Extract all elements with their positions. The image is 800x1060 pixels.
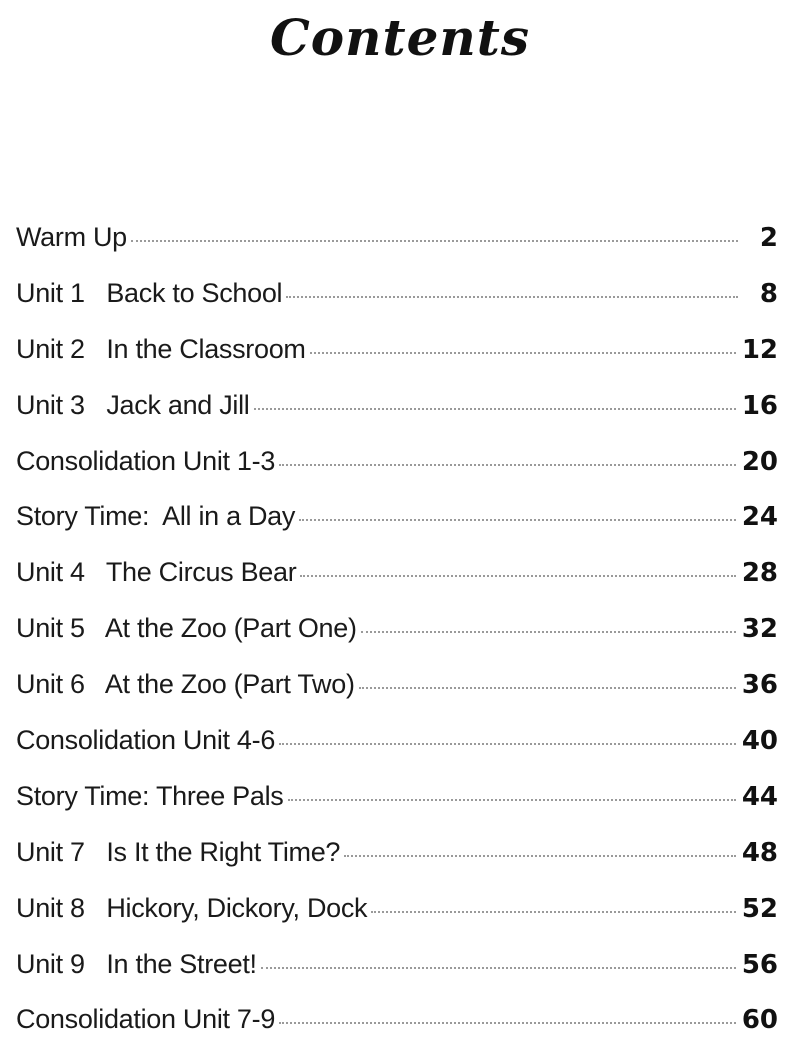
toc-entry-page: 12 [741, 334, 778, 365]
toc-entry-page: 52 [741, 893, 778, 924]
toc-entry[interactable] [16, 446, 778, 502]
toc-entry-label: Unit 9 In the Street! [16, 948, 257, 979]
toc-entry[interactable] [16, 390, 778, 446]
toc-entry-label: Unit 7 Is It the Right Time? [16, 836, 341, 867]
toc-entry[interactable] [16, 725, 778, 781]
toc-entry-label: Unit 2 In the Classroom [16, 333, 306, 364]
toc-entry-page: 56 [741, 949, 778, 980]
toc-entry-page: 40 [741, 726, 778, 757]
toc-entry[interactable] [16, 501, 778, 557]
dot-leader [371, 911, 736, 913]
dot-leader [279, 1022, 736, 1024]
toc-entry[interactable] [16, 837, 778, 893]
toc-entry[interactable] [16, 557, 778, 613]
dot-leader [261, 967, 736, 969]
toc-entry-page: 20 [741, 446, 778, 477]
toc-entry-page: 16 [741, 390, 778, 421]
dot-leader [310, 352, 736, 354]
toc-entry-label: Consolidation Unit 4-6 [16, 725, 276, 756]
toc-entry[interactable] [16, 669, 778, 725]
toc-entry-page: 24 [741, 502, 778, 533]
table-of-contents [16, 222, 778, 1060]
toc-entry-label: Warm Up [16, 222, 127, 252]
page-title: Contents [269, 8, 530, 67]
toc-entry-page: 44 [741, 781, 778, 812]
toc-entry-page: 8 [759, 278, 778, 309]
dot-leader [299, 519, 736, 521]
toc-entry-label: Unit 3 Jack and Jill [16, 389, 250, 420]
dot-leader [361, 631, 736, 633]
toc-entry[interactable] [16, 1004, 778, 1060]
toc-entry-page: 36 [741, 670, 778, 701]
toc-entry-page: 60 [741, 1005, 778, 1036]
toc-entry[interactable] [16, 334, 778, 390]
toc-entry-label: Unit 8 Hickory, Dickory, Dock [16, 892, 368, 923]
dot-leader [300, 575, 735, 577]
dot-leader [279, 464, 736, 466]
toc-entry-page: 48 [741, 837, 778, 868]
toc-entry[interactable] [16, 613, 778, 669]
toc-entry-label: Unit 5 At the Zoo (Part One) [16, 613, 357, 644]
toc-entry[interactable] [16, 278, 778, 334]
dot-leader [254, 408, 736, 410]
dot-leader [131, 240, 738, 242]
dot-leader [288, 799, 736, 801]
toc-entry[interactable] [16, 949, 778, 1005]
toc-entry-page: 2 [759, 223, 778, 253]
toc-entry-label: Consolidation Unit 1-3 [16, 445, 276, 476]
toc-entry-label: Story Time: All in a Day [16, 501, 296, 532]
toc-entry[interactable] [16, 893, 778, 949]
toc-entry-label: Unit 6 At the Zoo (Part Two) [16, 669, 355, 700]
toc-entry-label: Consolidation Unit 7-9 [16, 1004, 276, 1035]
dot-leader [359, 687, 736, 689]
dot-leader [344, 855, 736, 857]
toc-entry-page: 28 [741, 558, 778, 589]
dot-leader [279, 743, 736, 745]
toc-entry-label: Unit 4 The Circus Bear [16, 557, 297, 588]
dot-leader [286, 296, 738, 298]
toc-entry-label: Story Time: Three Pals [16, 780, 284, 811]
toc-entry-label: Unit 1 Back to School [16, 277, 283, 308]
toc-entry[interactable] [16, 781, 778, 837]
toc-entry[interactable] [16, 222, 778, 278]
toc-entry-page: 32 [741, 614, 778, 645]
